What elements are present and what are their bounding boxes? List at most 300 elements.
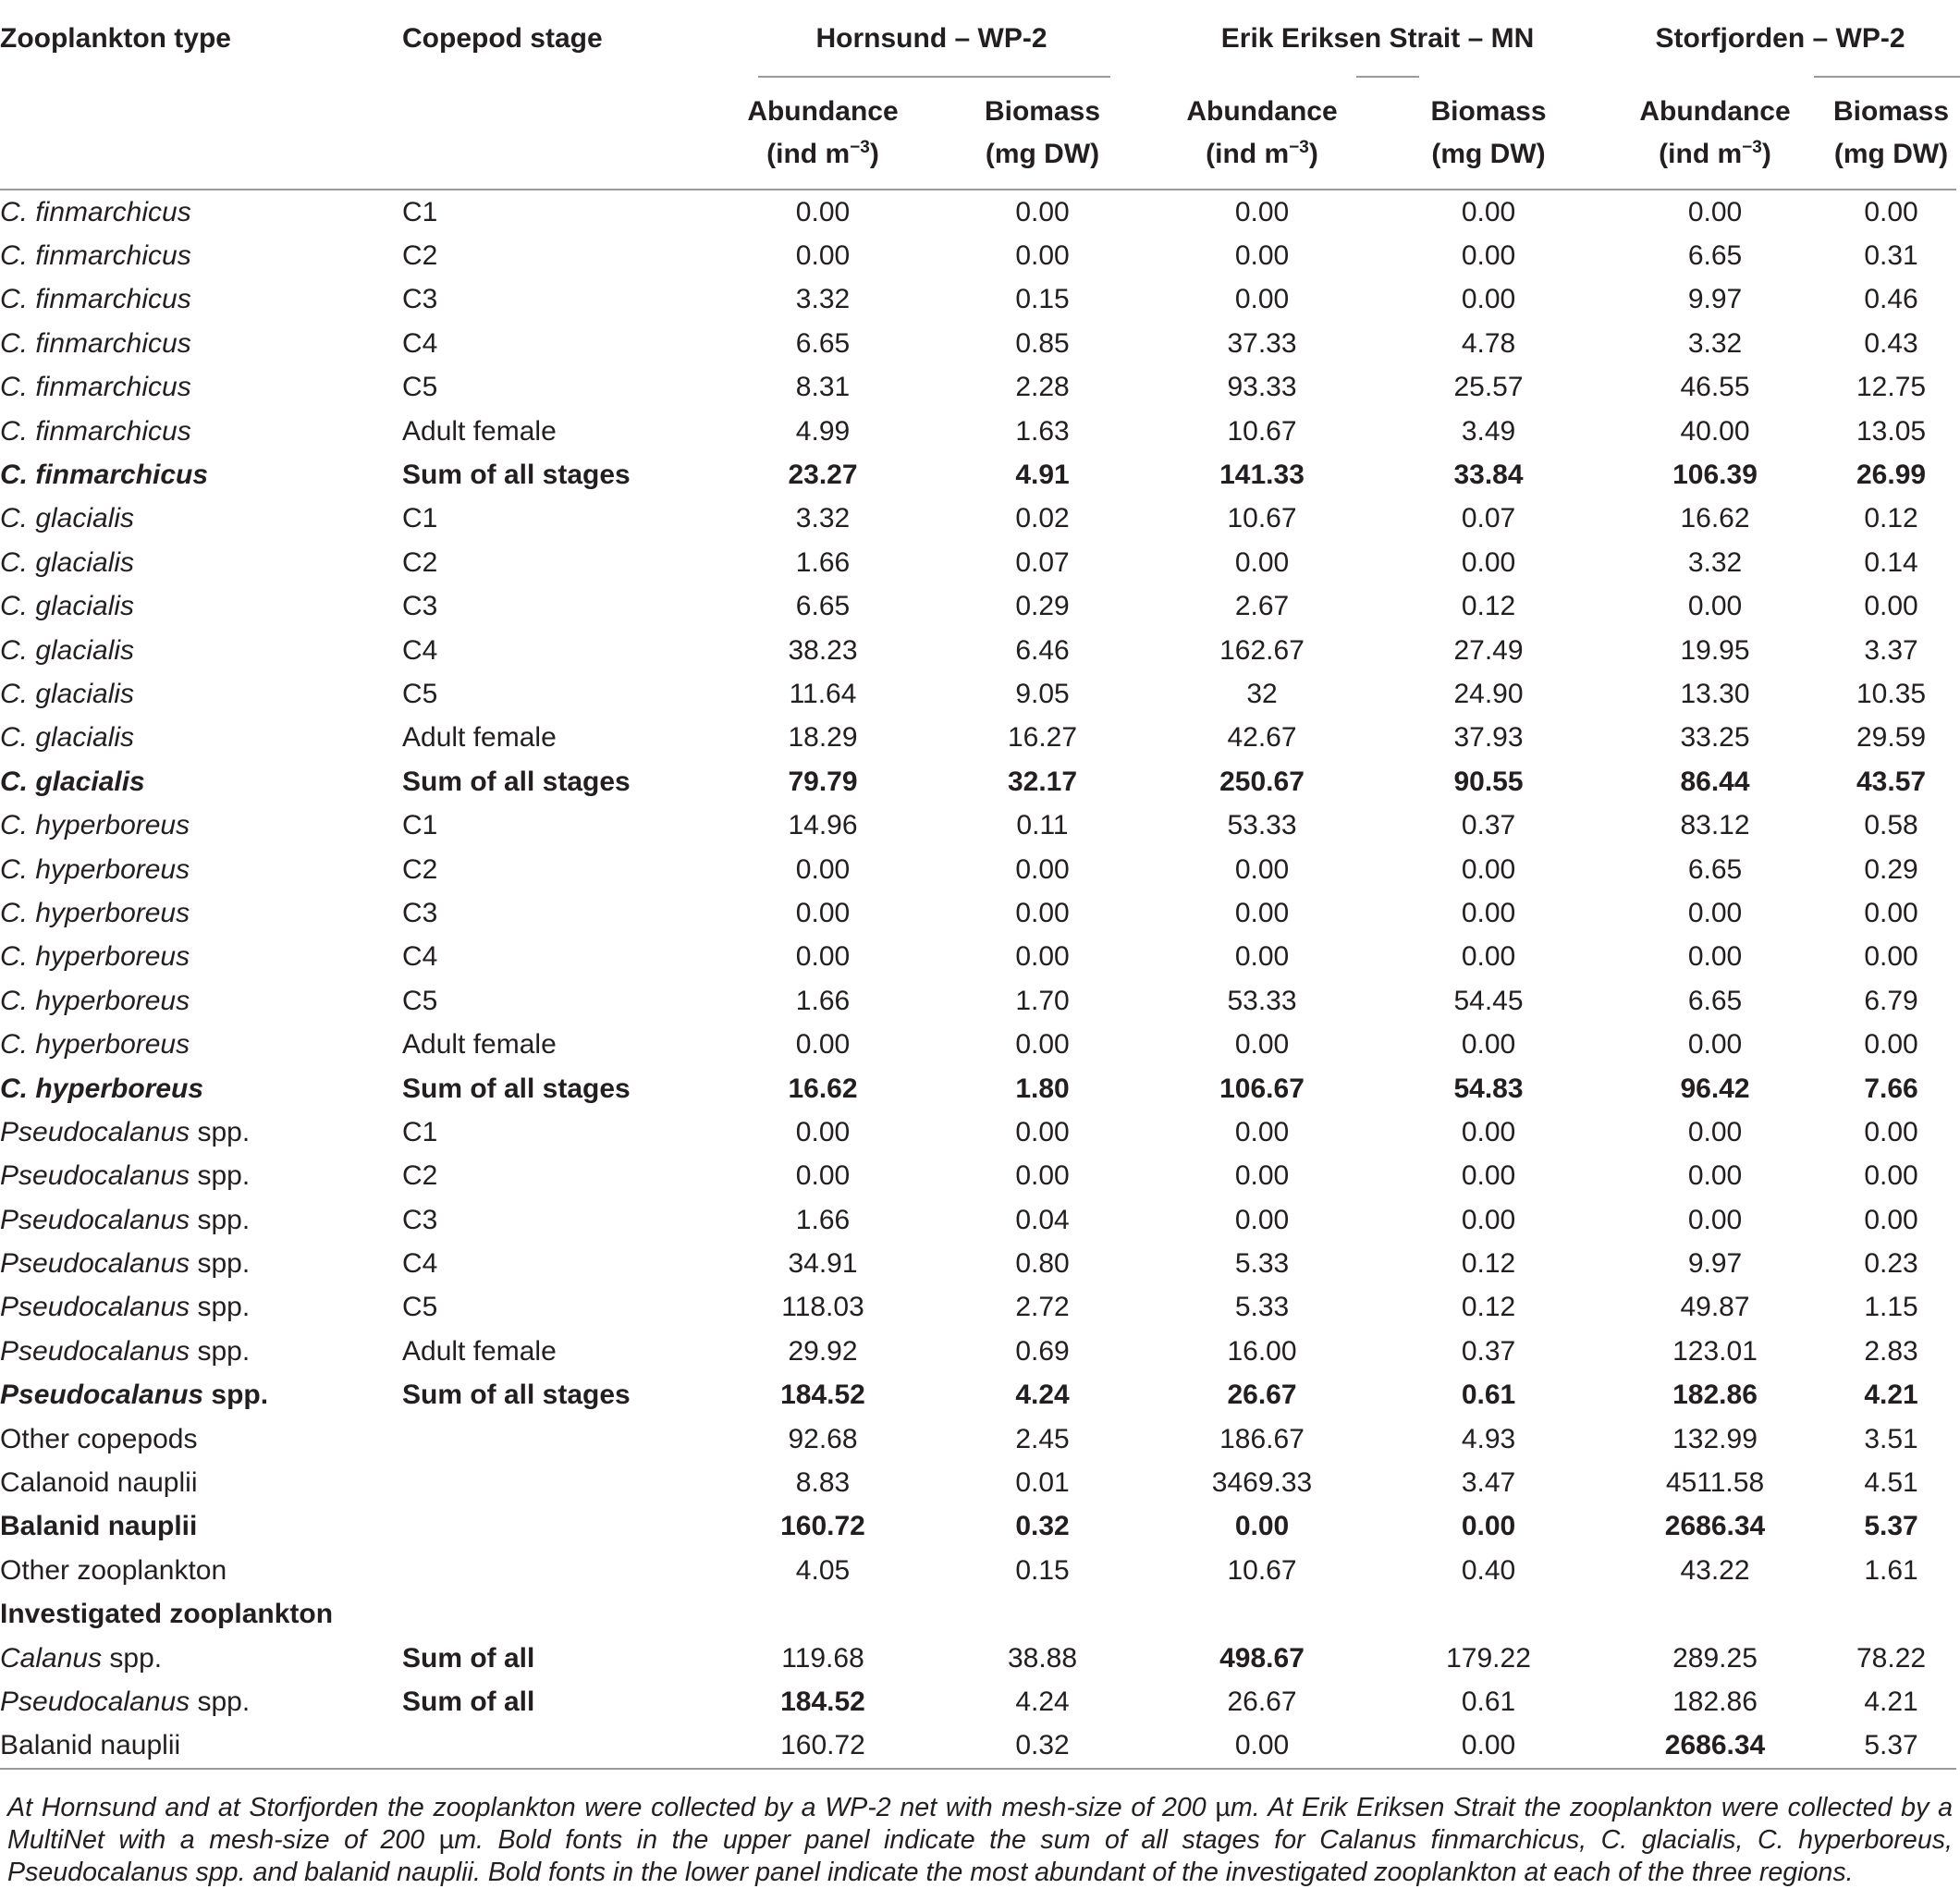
cell-biomass: 0.04 [1015,1204,1070,1235]
cell-biomass: 3.51 [1864,1423,1918,1454]
cell-abundance: 0.00 [1234,196,1290,227]
cell-abundance: 40.00 [1680,415,1750,447]
cell-abundance: 79.79 [788,766,858,797]
table-row [0,1505,1956,1549]
cell-abundance: 106.67 [1219,1073,1305,1104]
cell-abundance: 250.67 [1219,766,1305,797]
cell-biomass: 1.15 [1864,1292,1918,1323]
cell-abundance: 6.65 [1687,853,1743,885]
taxon-genus: C. finmarchicus [0,284,191,315]
cell-abundance: 118.03 [781,1292,864,1323]
cell-abundance: 0.00 [1234,897,1290,928]
subheader-blank [402,78,712,190]
taxon-genus: Pseudocalanus [0,1248,190,1280]
row-stage: C5 [402,678,438,709]
row-taxon [0,1242,402,1285]
row-stage: C3 [402,284,438,315]
row-stage: Sum of all stages [402,766,631,797]
taxon-genus: Pseudocalanus [0,1292,190,1323]
cell-biomass [1373,1593,1604,1637]
table-row [0,848,1956,891]
row-stage [402,1505,712,1549]
row-taxon [0,1505,402,1549]
row-taxon [0,453,402,497]
taxon-genus: Calanus [0,1642,103,1674]
footnote-mu-symbol: µ [1215,1793,1231,1822]
cell-abundance: 0.00 [1687,1160,1743,1192]
cell-biomass: 0.00 [1015,941,1070,973]
cell-biomass: 0.00 [1864,1160,1918,1192]
row-stage: C1 [402,196,438,227]
row-stage: Sum of all [402,1686,535,1717]
cell-biomass: 0.14 [1864,546,1918,578]
cell-biomass: 0.61 [1461,1380,1516,1411]
cell-biomass: 0.12 [1461,1292,1516,1323]
row-stage: Adult female [402,1029,557,1061]
cell-biomass: 0.00 [1461,1511,1516,1542]
header-copepod-stage: Copepod stage [402,23,603,54]
cell-biomass: 0.23 [1864,1248,1918,1280]
row-taxon [0,848,402,891]
cell-biomass: 0.00 [1864,941,1918,973]
cell-biomass: 4.93 [1461,1423,1516,1454]
cell-biomass: 0.00 [1461,1160,1516,1192]
cell-biomass: 90.55 [1453,766,1524,797]
row-stage: Sum of all [402,1642,535,1674]
cell-abundance [712,1593,934,1637]
taxon-genus: C. glacialis [0,678,135,709]
cell-abundance [1151,1593,1373,1637]
row-taxon [0,322,402,365]
cell-biomass: 2.45 [1015,1423,1070,1454]
cell-abundance: 4.05 [795,1554,851,1586]
row-taxon [0,1198,402,1242]
cell-biomass: 0.00 [1461,897,1516,928]
cell-abundance: 0.00 [795,196,851,227]
cell-biomass: 2.83 [1864,1335,1918,1367]
taxon-genus: C. finmarchicus [0,240,191,272]
row-stage: C1 [402,810,438,841]
header-zooplankton-type: Zooplankton type [0,23,231,54]
cell-abundance: 0.00 [1234,941,1290,973]
row-stage: C4 [402,941,438,973]
taxon-text: spp. [190,1116,251,1147]
table-row [0,234,1956,277]
biomass-unit: (mg DW) [1833,139,1949,169]
row-stage: C4 [402,634,438,666]
row-taxon [0,1461,402,1504]
cell-biomass: 0.61 [1461,1686,1516,1717]
cell-biomass: 0.12 [1461,1248,1516,1280]
taxon-genus: C. finmarchicus [0,460,209,491]
cell-abundance: 9.97 [1687,284,1743,315]
cell-abundance: 0.00 [795,1160,851,1192]
cell-biomass: 0.58 [1864,810,1918,841]
cell-abundance: 182.86 [1672,1686,1758,1717]
cell-abundance: 186.67 [1219,1423,1305,1454]
cell-abundance: 42.67 [1227,722,1297,754]
cell-abundance: 3.32 [795,284,851,315]
footnote-part: m. Bold fonts in the upper panel indicate the sum of all stages for Calanus finmarchicus, C. glacialis, C. hyperboreus, Pseudocalanus spp. and balanid nauplii. Bold fonts in the lower panel indicate the most abundant of the investigated zooplankton at each of the three regions. [7,1825,1953,1887]
taxon-genus: C. hyperboreus [0,985,190,1016]
cell-biomass: 0.40 [1461,1554,1516,1586]
cell-abundance: 11.64 [789,678,857,709]
row-stage: C5 [402,985,438,1016]
cell-abundance: 0.00 [1234,1204,1290,1235]
region-label: Storfjorden – WP-2 [1655,23,1905,54]
cell-abundance: 33.25 [1680,722,1750,754]
cell-abundance: 26.67 [1227,1380,1297,1411]
table-row [0,717,1956,760]
cell-biomass: 2.28 [1015,372,1070,403]
cell-abundance: 96.42 [1680,1073,1750,1104]
table-row [0,1374,1956,1417]
table-row [0,1198,1956,1242]
table-footnote [7,1792,1953,1889]
footnote-part: m. At Erik Eriksen Strait the zooplankton were collected by a MultiNet with a mesh-size of 200 [7,1793,1954,1855]
cell-abundance: 0.00 [1151,1724,1373,1769]
row-taxon [0,1417,402,1461]
cell-biomass: 0.02 [1015,503,1070,534]
taxon-genus: Pseudocalanus [0,1686,190,1717]
cell-biomass: 4.21 [1864,1380,1918,1411]
row-taxon [0,497,402,541]
cell-biomass: 0.07 [1461,503,1516,534]
cell-abundance: 4.99 [795,415,851,447]
cell-abundance: 16.62 [1680,503,1750,534]
taxon-text: spp. [190,1160,251,1192]
taxon-genus: C. glacialis [0,634,135,666]
biomass-label: Biomass [984,96,1101,127]
taxon-genus: C. glacialis [0,546,135,578]
cell-biomass: 0.00 [1373,1724,1604,1769]
cell-biomass: 5.37 [1864,1511,1918,1542]
cell-biomass: 0.00 [1864,1116,1918,1147]
cell-abundance: 0.00 [1687,196,1743,227]
table-row [0,672,1956,716]
taxon-text: spp. [102,1642,163,1674]
cell-biomass: 0.00 [1015,196,1070,227]
row-taxon [0,803,402,847]
abundance-label: Abundance [1639,96,1791,127]
cell-biomass: 0.00 [1461,1116,1516,1147]
taxon-genus: C. hyperboreus [0,897,190,928]
cell-abundance: 43.22 [1680,1554,1750,1586]
region-underline [1814,76,1960,78]
cell-abundance [1604,1593,1826,1637]
cell-biomass: 0.00 [1015,240,1070,272]
cell-biomass: 0.00 [1864,897,1918,928]
cell-abundance: 37.33 [1227,327,1297,359]
row-taxon [0,1724,402,1769]
table-row [0,1067,1956,1110]
taxon-genus: Pseudocalanus [0,1116,190,1147]
row-stage: Sum of all stages [402,460,631,491]
cell-biomass: 1.80 [1015,1073,1070,1104]
cell-abundance: 106.39 [1672,460,1758,491]
cell-abundance: 182.86 [1672,1380,1758,1411]
cell-biomass: 0.12 [1461,591,1516,622]
cell-abundance: 13.30 [1680,678,1750,709]
cell-biomass: 4.24 [1015,1380,1070,1411]
row-taxon [0,1549,402,1592]
row-stage [402,1724,712,1769]
cell-abundance: 0.00 [1687,941,1743,973]
cell-abundance: 32 [1246,678,1278,709]
subheader-blank [0,78,402,190]
row-taxon [0,629,402,672]
row-taxon [0,1593,402,1637]
cell-abundance: 0.00 [1234,546,1290,578]
table-row [0,760,1956,803]
cell-biomass: 0.00 [1461,240,1516,272]
taxon-genus: C. hyperboreus [0,810,190,841]
cell-abundance: 0.00 [1687,1116,1743,1147]
cell-biomass: 0.00 [1864,591,1918,622]
row-stage: C3 [402,591,438,622]
cell-abundance: 34.91 [788,1248,858,1280]
region-label: Hornsund – WP-2 [815,23,1047,54]
region-label: Erik Eriksen Strait – MN [1220,23,1535,54]
table-row [0,1461,1956,1504]
taxon-genus: C. finmarchicus [0,372,191,403]
table-row [0,497,1956,541]
cell-biomass: 27.49 [1453,634,1524,666]
cell-biomass: 1.63 [1015,415,1070,447]
cell-abundance: 119.68 [781,1642,864,1674]
cell-biomass: 54.83 [1453,1073,1524,1104]
table-row [0,1286,1956,1330]
table-row [0,979,1956,1023]
taxon-genus: C. glacialis [0,766,145,797]
cell-biomass: 12.75 [1856,372,1927,403]
cell-abundance: 10.67 [1227,1554,1297,1586]
cell-biomass: 0.00 [1015,1160,1070,1192]
row-taxon [0,936,402,979]
table-row [0,891,1956,935]
cell-biomass: 0.00 [1461,941,1516,973]
cell-abundance: 18.29 [788,722,858,754]
cell-abundance: 8.83 [795,1467,851,1499]
row-taxon [0,1330,402,1373]
cell-biomass: 0.37 [1461,810,1516,841]
taxon-text: spp. [190,1292,251,1323]
cell-abundance: 132.99 [1672,1423,1758,1454]
cell-biomass: 2.72 [1015,1292,1070,1323]
cell-abundance: 1.66 [795,1204,851,1235]
cell-abundance: 0.00 [1687,591,1743,622]
row-stage: Adult female [402,722,557,754]
cell-biomass: 32.17 [1007,766,1078,797]
table-row [0,936,1956,979]
subheader-biomass [1826,78,1956,190]
cell-biomass: 4.91 [1015,460,1070,491]
cell-biomass: 0.00 [1864,1029,1918,1061]
cell-biomass: 0.31 [1864,240,1918,272]
cell-biomass: 0.00 [1461,196,1516,227]
cell-abundance: 2.67 [1234,591,1290,622]
cell-biomass: 3.37 [1864,634,1918,666]
cell-abundance: 4511.58 [1665,1467,1765,1499]
cell-abundance: 53.33 [1227,810,1297,841]
subheader-biomass [934,78,1151,190]
row-taxon [0,672,402,716]
cell-abundance: 0.00 [1234,284,1290,315]
cell-biomass: 3.47 [1461,1467,1516,1499]
cell-biomass: 0.43 [1864,327,1918,359]
cell-abundance: 0.00 [1687,1029,1743,1061]
cell-biomass: 1.70 [1015,985,1070,1016]
table-row [0,190,1956,234]
cell-biomass: 29.59 [1856,722,1927,754]
taxon-text: spp. [190,1686,251,1717]
taxon-text: spp. [190,1335,251,1367]
row-stage [402,1549,712,1592]
cell-biomass: 0.37 [1461,1335,1516,1367]
biomass-unit: (mg DW) [1431,139,1546,169]
row-taxon [0,1023,402,1066]
cell-abundance: 0.00 [1234,1511,1290,1542]
row-taxon [0,1680,402,1723]
taxon-genus: C. hyperboreus [0,1029,190,1061]
cell-biomass: 179.22 [1446,1642,1531,1674]
cell-biomass: 0.00 [1015,897,1070,928]
region-underline [758,76,1110,78]
cell-biomass: 9.05 [1015,678,1070,709]
cell-biomass: 0.15 [1015,284,1070,315]
cell-biomass [1826,1593,1956,1637]
row-taxon [0,541,402,584]
cell-biomass: 0.00 [1461,284,1516,315]
cell-abundance: 0.00 [1234,853,1290,885]
table-row [0,1680,1956,1723]
cell-biomass: 0.01 [1015,1467,1070,1499]
row-stage: C4 [402,1248,438,1280]
biomass-label: Biomass [1430,96,1547,127]
cell-biomass: 0.85 [1015,327,1070,359]
cell-biomass: 7.66 [1864,1073,1918,1104]
cell-biomass: 10.35 [1856,678,1927,709]
cell-biomass: 0.69 [1015,1335,1070,1367]
cell-abundance: 0.00 [795,1029,851,1061]
taxon-genus: C. glacialis [0,503,135,534]
taxon-genus: C. finmarchicus [0,196,191,227]
cell-abundance: 289.25 [1672,1642,1758,1674]
cell-biomass: 6.46 [1015,634,1070,666]
row-taxon [0,1067,402,1110]
cell-biomass: 24.90 [1453,678,1524,709]
table-row [0,1637,1956,1680]
cell-biomass: 0.00 [1461,546,1516,578]
taxon-text: Balanid nauplii [0,1511,198,1542]
cell-biomass: 4.24 [1015,1686,1070,1717]
cell-abundance: 16.62 [788,1073,858,1104]
cell-abundance: 19.95 [1680,634,1750,666]
cell-biomass: 25.57 [1453,372,1524,403]
row-taxon [0,1286,402,1330]
taxon-genus: Pseudocalanus [0,1380,204,1411]
cell-biomass [934,1593,1151,1637]
row-stage: C2 [402,853,438,885]
taxon-genus: C. glacialis [0,722,135,754]
cell-biomass: 33.84 [1453,460,1524,491]
row-taxon [0,1155,402,1198]
row-taxon [0,891,402,935]
cell-abundance: 0.00 [1234,240,1290,272]
taxon-text: Investigated zooplankton [0,1599,334,1630]
taxon-text: spp. [190,1204,251,1235]
taxon-genus: C. finmarchicus [0,415,191,447]
row-taxon [0,366,402,410]
row-taxon [0,410,402,453]
cell-biomass: 43.57 [1856,766,1927,797]
row-stage: C2 [402,546,438,578]
taxon-genus: C. finmarchicus [0,327,191,359]
cell-abundance: 6.65 [795,327,851,359]
cell-biomass: 1.61 [1864,1554,1918,1586]
cell-biomass: 0.11 [1016,810,1069,841]
row-stage: C4 [402,327,438,359]
cell-abundance: 26.67 [1227,1686,1297,1717]
cell-abundance: 3.32 [1687,546,1743,578]
abundance-label: Abundance [1186,96,1338,127]
cell-abundance: 53.33 [1227,985,1297,1016]
cell-biomass: 0.29 [1015,591,1070,622]
cell-biomass: 0.00 [1864,1204,1918,1235]
row-taxon [0,190,402,234]
biomass-unit: (mg DW) [985,139,1100,169]
cell-abundance: 1.66 [795,546,851,578]
taxon-genus: C. hyperboreus [0,853,190,885]
cell-biomass: 0.00 [1015,853,1070,885]
header-region-hornsund [712,0,1151,78]
row-taxon [0,760,402,803]
row-taxon [0,1374,402,1417]
cell-abundance: 160.72 [712,1724,934,1769]
row-stage [402,1593,712,1637]
cell-abundance: 83.12 [1680,810,1750,841]
cell-abundance: 23.27 [788,460,858,491]
taxon-genus: C. glacialis [0,591,135,622]
cell-biomass: 0.07 [1015,546,1070,578]
cell-abundance: 160.72 [780,1511,865,1542]
cell-abundance: 38.23 [788,634,858,666]
cell-abundance: 0.00 [1687,897,1743,928]
cell-biomass: 0.00 [1015,1029,1070,1061]
row-taxon [0,1637,402,1680]
header-region-erik-eriksen [1151,0,1604,78]
row-stage [402,1461,712,1504]
table-row [0,366,1956,410]
cell-biomass: 37.93 [1453,722,1524,754]
cell-biomass: 0.00 [1864,196,1918,227]
table-row [0,1417,1956,1461]
cell-abundance: 0.00 [1234,1116,1290,1147]
cell-abundance: 6.65 [795,591,851,622]
cell-biomass: 4.78 [1461,327,1516,359]
table-row [0,1593,1956,1637]
row-stage: Sum of all stages [402,1380,631,1411]
cell-abundance: 0.00 [1234,1029,1290,1061]
cell-biomass: 0.80 [1015,1248,1070,1280]
cell-biomass: 5.37 [1826,1724,1956,1769]
cell-abundance: 0.00 [795,897,851,928]
table-row [0,1023,1956,1066]
cell-biomass: 0.00 [1461,1204,1516,1235]
cell-biomass: 16.27 [1007,722,1078,754]
cell-biomass: 0.32 [934,1724,1151,1769]
table-row [0,1330,1956,1373]
